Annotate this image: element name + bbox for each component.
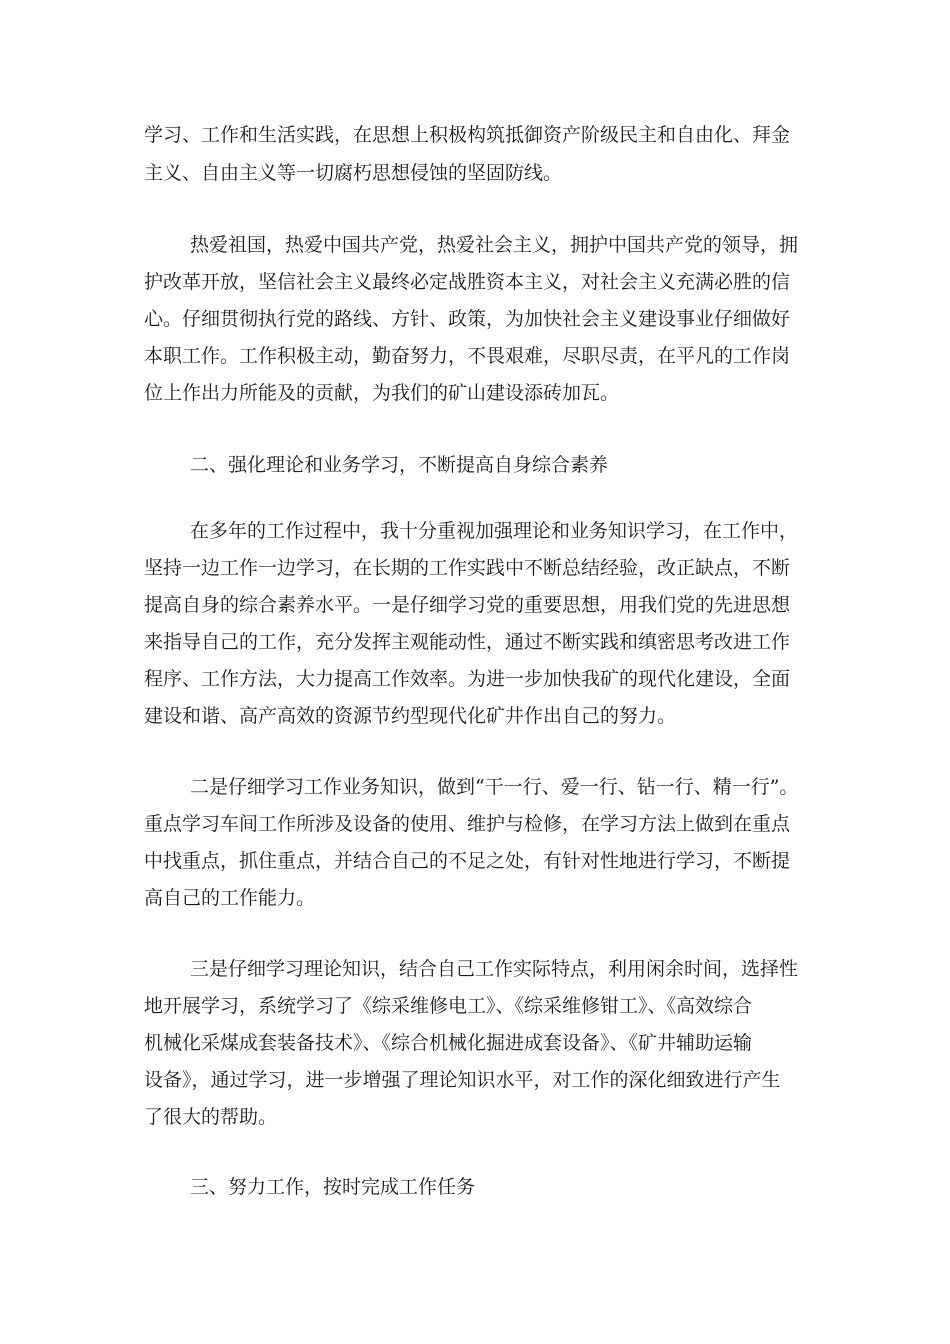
text-line: 本职工作。工作积极主动，勤奋努力，不畏艰难，尽职尽责，在平凡的工作岗 xyxy=(144,345,791,367)
text-line: 程序、工作方法，大力提高工作效率。为进一步加快我矿的现代化建设，全面 xyxy=(144,668,791,690)
text-line: 坚持一边工作一边学习，在长期的工作实践中不断总结经验，改正缺点，不断 xyxy=(144,557,791,579)
text-line: 了很大的帮助。 xyxy=(144,1106,278,1128)
text-line: 主义、自由主义等一切腐朽思想侵蚀的坚固防线。 xyxy=(144,162,563,184)
text-line: 重点学习车间工作所涉及设备的使用、维护与检修，在学习方法上做到在重点 xyxy=(144,813,791,835)
text-line: 地开展学习，系统学习了《综采维修电工》、《综采维修钳工》、《高效综合 xyxy=(144,995,753,1017)
text-line: 高自己的工作能力。 xyxy=(144,887,316,909)
text-line: 建设和谐、高产高效的资源节约型现代化矿井作出自己的努力。 xyxy=(144,705,677,727)
text-line: 中找重点，抓住重点，并结合自己的不足之处，有针对性地进行学习，不断提 xyxy=(144,850,791,872)
text-line: 位上作出力所能及的贡献，为我们的矿山建设添砖加瓦。 xyxy=(144,382,620,404)
text-line: 二是仔细学习工作业务知识，做到“干一行、爱一行、钻一行、精一行”。 xyxy=(190,776,799,798)
text-line: 在多年的工作过程中，我十分重视加强理论和业务知识学习，在工作中， xyxy=(190,520,799,542)
text-line: 护改革开放，坚信社会主义最终必定战胜资本主义，对社会主义充满必胜的信 xyxy=(144,271,791,293)
text-line: 机械化采煤成套装备技术》、《综合机械化掘进成套设备》、《矿井辅助运输 xyxy=(144,1032,753,1054)
text-line: 来指导自己的工作，充分发挥主观能动性，通过不断实践和缜密思考改进工作 xyxy=(144,631,791,653)
text-line: 心。仔细贯彻执行党的路线、方针、政策，为加快社会主义建设事业仔细做好 xyxy=(144,308,791,330)
text-line: 学习、工作和生活实践，在思想上积极构筑抵御资产阶级民主和自由化、拜金 xyxy=(144,124,791,146)
text-line: 三是仔细学习理论知识，结合自己工作实际特点，利用闲余时间，选择性 xyxy=(190,958,799,980)
text-line: 设备》，通过学习，进一步增强了理论知识水平，对工作的深化细致进行产生 xyxy=(144,1069,781,1091)
text-line: 热爱祖国，热爱中国共产党，热爱社会主义，拥护中国共产党的领导，拥 xyxy=(190,234,799,256)
heading-text: 三、努力工作，按时完成工作任务 xyxy=(190,1176,476,1198)
heading-text: 二、强化理论和业务学习，不断提高自身综合素养 xyxy=(190,454,609,476)
text-line: 提高自身的综合素养水平。一是仔细学习党的重要思想，用我们党的先进思想 xyxy=(144,594,791,616)
